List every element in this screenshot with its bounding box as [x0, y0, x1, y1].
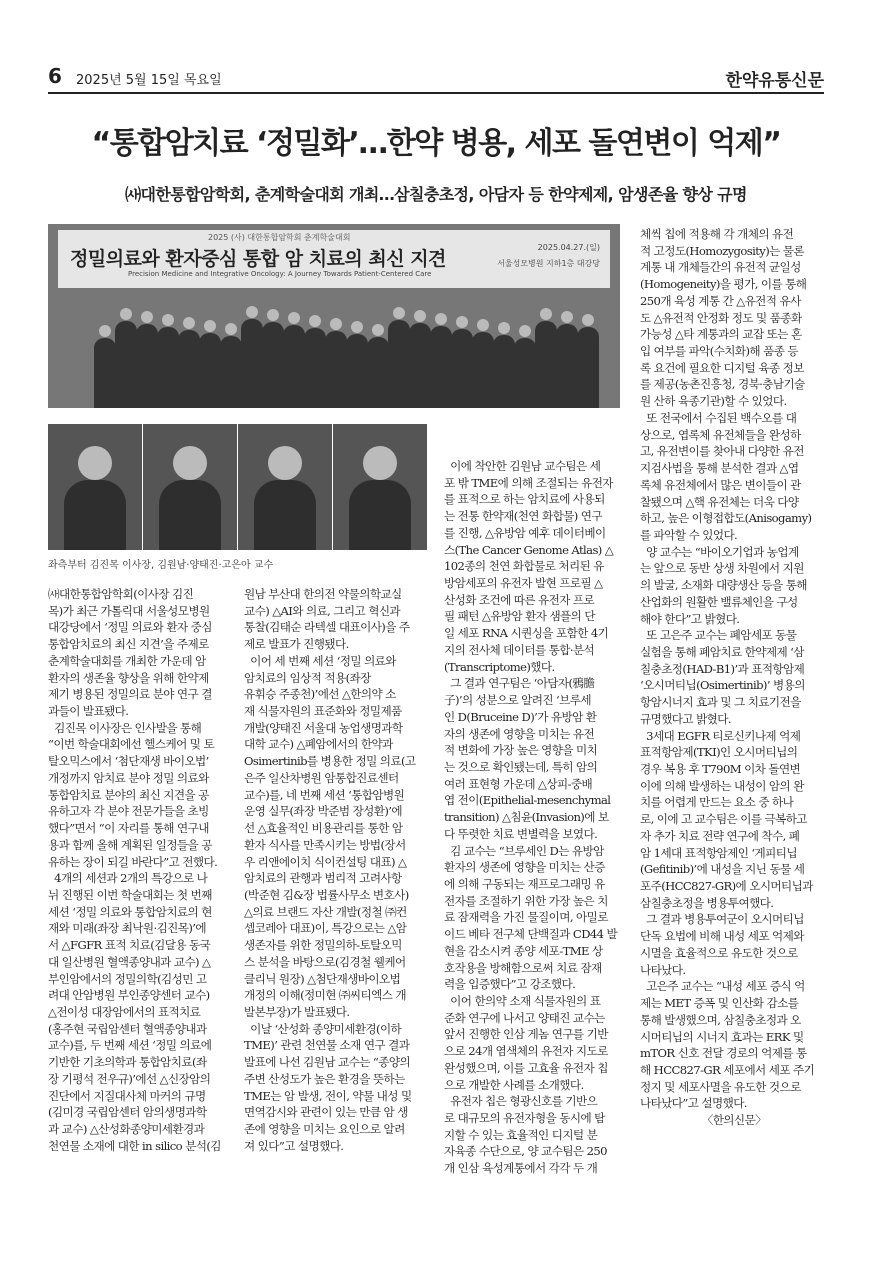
attendee-head [561, 311, 573, 323]
speaker-photo [333, 424, 427, 550]
group-photo [48, 224, 620, 408]
attendee-head [456, 316, 468, 328]
attendee [115, 321, 137, 408]
issue-date: 2025년 5월 15일 목요일 [76, 73, 222, 88]
attendee [346, 334, 368, 408]
attendee-head [477, 319, 489, 331]
header-rule [48, 92, 824, 94]
attendee-head [288, 312, 300, 324]
attendee-head [414, 310, 426, 322]
page-number: 6 [48, 64, 62, 88]
attendee-head [351, 321, 363, 333]
attendee [262, 322, 284, 408]
banner-place: 서울성모병원 지하1층 대강당 [497, 259, 600, 268]
attendee-head [582, 314, 594, 326]
article-subheadline: ㈔대한통합암학회, 춘계학술대회 개최…삼칠충초정, 아담자 등 한약제제, 암생존율 향상 규명 [125, 185, 747, 204]
attendee-head [162, 314, 174, 326]
article-column-1: ㈔대한통합암학회(이사장 김진 목)가 최근 가톨릭대 서울성모병원 대강당에서 ‘정밀 의료와 환자 중심 통합암치료의 최신 지견’을 주제로 춘계학술대회를 개최한 가운데 암 환자의 생존율 향상을 위해 한약제 제기 병용된 정밀의료 분야 연구 결 과들이 발표됐다. 김진목 이사장은 인사발을 통해 “이번 학술대회에선 헬스케어 및 토 탈오믹스에서 ‘첨단재생 바이오법’ 개정까지 암치료 분야 정밀 의료와 통합암치료 분야의 최신 지견을 공 유하고자 각 분야 전문가들을 초빙 했다”면서 “이 자리를 통해 연구내 용과 함께 올해 계획된 일정들을 공 유하는 장이 되길 바란다”고 전했다. 4개의 세션과 2개의 특강으로 나 뉘 진행된 이번 학술대회는 첫 번째 세션 ‘정밀 의료와 통합암치료의 현 재와 미래(좌장 최낙원·김진목)’에 서 △FGFR 표적 치료(김달용 동국 대 일산병원 혈액종양내과 교수) △ 부인암에서의 정밀의학(김성민 고 려대 안암병원 부인종양센터 교수) △전이성 대장암에서의 표적치료 (홍주현 국립암센터 혈액종양내과 교수)를, 두 번째 세션 ‘정밀 의료에 기반한 기초의학과 통합암치료(좌 장 기평석 전우규)’에선 △신장암의 진단에서 지질대사체 마커의 규명 (김미경 국립암센터 암의생명과학 과 교수) △산성화종양미세환경과 천연물 소재에 대한 in silico 분석(김 [48, 587, 221, 1153]
attendee-head [225, 323, 237, 335]
article-column-3: 이에 착안한 김원남 교수팀은 세 포 밖 TME에 의해 조절되는 유전자 를 표적으로 하는 암치료에 사용되 는 전통 한약재(천연 화합물) 연구 를 진행, △유방암 예후 데이터베이 스(The Cancer Genome Atlas) △ 102종의 천연 화합물로 처리된 유 방암세포의 유전자 발현 프로필 △ 산성화 조건에 따른 유전자 프로 필 패턴 △유방암 환자 샘플의 단 일 세포 RNA 시퀀싱을 포함한 4기 지의 전사체 데이터를 통합·분석 (Transcriptome)했다. 그 결과 연구팀은 ‘아담자(鴉膽 子)’의 성분으로 알려진 ‘브루세 인 D(Bruceine D)’가 유방암 환 자의 생존에 영향을 미치는 유전 적 변화에 가장 높은 영향을 미치 는 것으로 확인됐는데, 특히 암의 여러 표현형 가운데 △상피-중배 엽 전이(Epithelial-mesenchymal transition) △침윤(Invasion)에 보 다 뚜렷한 치료 변별력을 보였다. 김 교수는 “브루세인 D는 유방암 환자의 생존에 영향을 미치는 산증 에 의해 구동되는 재프로그래밍 유 전자를 조절하기 위한 가장 높은 치 료 잠재력을 가진 물질이며, 아밀로 이드 베타 전구체 단백질과 CD44 발 현을 감소시켜 종양 세포-TME 상 호작용을 방해함으로써 치료 잠재 력을 입증했다”고 강조했다. 이어 한의약 소재 식물자원의 표 준화 연구에 나서고 양태진 교수는 앞서 진행한 인삼 게놈 연구를 기반 으로 24개 염색체의 유전자 지도로 완성했으며, 이를 고효율 유전자 칩 으로 개발한 사례를 소개했다. 유전자 칩은 형광신호를 기반으 로 대규모의 유전자형을 동시에 탐 지할 수 있는 효율적인 디지털 분 자육종 수단으로, 양 교수팀은 250 개 인삼 육성계통에서 각각 두 개 [444, 459, 618, 1176]
event-banner [58, 230, 610, 288]
attendee-head [519, 325, 531, 337]
attendee [283, 325, 305, 408]
attendee [199, 333, 221, 408]
photo-caption: 좌측부터 김진목 이사장, 김원남·양태진·고은아 교수 [48, 560, 274, 571]
attendee-head [246, 306, 258, 318]
attendee-head [393, 307, 405, 319]
attendee [556, 324, 578, 408]
attendee [409, 323, 431, 408]
attendee-head [183, 317, 195, 329]
banner-date: 2025.04.27.(일) [537, 243, 600, 252]
article-column-2: 원남 부산대 한의전 약물의학교실 교수) △AI와 의료, 그리고 혁신과 통찰(김태순 라텍셀 대표이사)을 주 제로 발표가 진행됐다. 이어 세 번째 세션 ‘정밀 의료와 암치료의 임상적 적용(좌장 유휘승 주종천)’에선 △한의약 소 재 식물자원의 표준화와 정밀제품 개발(양태진 서울대 농업생명과학 대학 교수) △폐암에서의 한약과 Osimertinib를 병용한 정밀 의료(고 은주 일산차병원 암통합진료센터 교수)를, 네 번째 세션 ‘통합암병원 운영 실무(좌장 박준범 장성환)’에 선 △효율적인 비용관리를 통한 암 환자 식사를 만족시키는 방법(장서 우 리앤에이치 식이컨설팅 대표) △ 암치료의 관행과 범리적 고려사항 (박준현 김&장 법률사무소 변호사) △의료 브랜드 자산 개발(정철 ㈜컨 셉코레아 대표)이, 특강으로는 △암 생존자를 위한 정밀의하-토탈오믹 스 분석을 바탕으로(김경철 웰케어 클리닉 원장) △첨단재생바이오법 개정의 이해(정미현 ㈜씨티엑스 개 발본부장)가 발표됐다. 이날 ‘산성화 종양미세환경(이하 TME)’ 관련 천연물 소재 연구 결과 발표에 나선 김원남 교수는 “종양의 주변 산성도가 높은 환경을 뜻하는 TME는 암 발생, 전이, 약물 내성 및 면역감시와 관련이 있는 만큼 암 생 존에 영향을 미치는 요인으로 알려 져 있다”고 설명했다. [244, 587, 416, 1153]
banner-top-text: 2025 (사) 대한통합암학회 춘계학술대회 [208, 233, 351, 242]
attendees-group [88, 286, 608, 408]
attendee [178, 330, 200, 408]
attendee [577, 327, 599, 408]
attendee [94, 338, 116, 408]
speaker-photo [143, 424, 237, 550]
attendee-head [99, 325, 111, 337]
attendee [325, 331, 347, 408]
attendee [535, 321, 557, 408]
speaker-photo [48, 424, 142, 550]
attendee [472, 332, 494, 408]
article-column-4: 체씩 칩에 적용해 각 개체의 유전 적 고정도(Homozygosity)는 물론 계통 내 개체들간의 유전적 균일성 (Homogeneity)을 평가, 이를 통해 250개 육성 계통 간 △유전적 유사 도 △유전적 안정화 정도 및 품종화 가능성 △타 계통과의 교잡 또는 혼 입 여부를 파악(수치화)해 품종 등 록 요건에 필요한 디지털 육종 정보 를 제공(농촌진흥청, 경북·충남기술 원 산하 육종기관)할 수 있었다. 또 전국에서 수집된 백수오를 대 상으로, 엽록체 유전체들을 완성하 고, 유전변이를 찾아내 다양한 유전 지검사법을 통해 분석한 결과 △엽 록체 유전체에서 많은 변이들이 관 찰됐으며 △핵 유전체는 더욱 다양 하고, 높은 이형접합도(Anisogamy) 를 파악할 수 있었다. 양 교수는 “바이오기업과 농업계 는 앞으로 동반 상생 차원에서 지원 의 발굴, 소재화 대량생산 등을 통해 산업화의 원활한 밸류체인을 구성 해야 한다”고 밝혔다. 또 고은주 교수는 폐암세포 동물 실험을 통해 폐암치료 한약제제 ‘삼 칠충초정(HAD-B1)’과 표적항암제 ‘오시머티닙(Osimertinib)’ 병용의 항암시너지 효과 및 그 치료기전을 규명했다고 밝혔다. 3세대 EGFR 티로신키나제 억제 표적항암제(TKI)인 오시머티닙의 경우 복용 후 T790M 이차 돌연변 이에 의해 발생하는 내성이 암의 완 치를 어렵게 만드는 요소 중 하나 로, 이에 고 교수팀은 이를 극복하고 자 추가 치료 전략 연구에 착수, 폐 암 1세대 표적항암제인 ‘게피티닙 (Gefitinib)’에 내성을 지닌 동물 세 포주(HCC827-GR)에 오시머티닙과 삼칠충초정을 병용투여했다. 그 결과 병용투여군이 오시머티닙 단독 요법에 비해 내성 세포 억제와 시멸을 효율적으로 유도한 것으로 나타났다. 고은주 교수는 “내성 세포 증식 억 제는 MET 증폭 및 인산화 감소를 통해 발생했으며, 삼칠충초정과 오 시머티닙의 시너지 효과는 ERK 및 mTOR 신호 전달 경로의 억제를 통 해 HCC827-GR 세포에서 세포 주기 정지 및 세포사멸을 유도한 것으로 나타났다”고 설명했다. 〈한의신문〉 [640, 227, 815, 1128]
attendee [451, 329, 473, 408]
speaker-photo [238, 424, 332, 550]
attendee-head [435, 313, 447, 325]
attendee-head [330, 318, 342, 330]
attendee [136, 324, 158, 408]
attendee-head [540, 308, 552, 320]
banner-title: 정밀의료와 환자중심 통합 암 치료의 최신 지견 [70, 248, 446, 270]
attendee-head [141, 311, 153, 323]
attendee-head [120, 308, 132, 320]
attendee-head [309, 315, 321, 327]
newspaper-name: 한약유통신문 [725, 71, 824, 91]
attendee-head [372, 324, 384, 336]
page-header [48, 66, 824, 90]
banner-subtitle: Precision Medicine and Integrative Oncology: A Journey Towards Patient-Centered Care [128, 270, 432, 278]
attendee-head [267, 309, 279, 321]
article-headline: “통합암치료 ‘정밀화’…한약 병용, 세포 돌연변이 억제” [91, 126, 781, 161]
attendee [304, 328, 326, 408]
attendee [430, 326, 452, 408]
attendee [388, 320, 410, 408]
speaker-photos [48, 424, 428, 550]
attendee [157, 327, 179, 408]
attendee [514, 338, 536, 408]
attendee [220, 336, 242, 408]
attendee [241, 319, 263, 408]
attendee [367, 337, 389, 408]
attendee-head [204, 320, 216, 332]
attendee-head [498, 322, 510, 334]
attendee [493, 335, 515, 408]
